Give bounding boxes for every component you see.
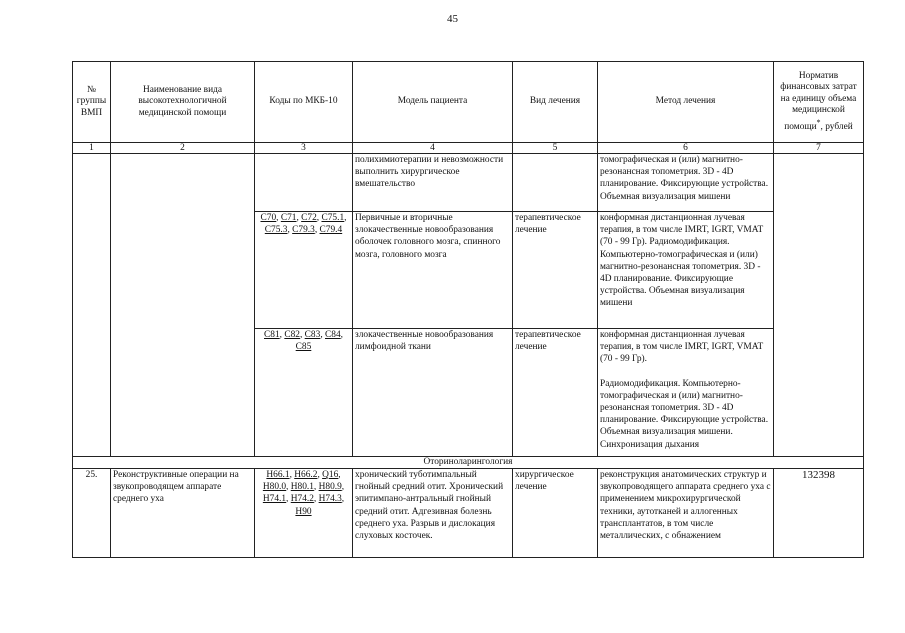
table-row <box>73 469 864 558</box>
header-row <box>73 62 864 143</box>
icd-code-link[interactable]: H66.2 <box>294 470 318 480</box>
column-number: 4 <box>353 143 513 154</box>
icd-codes-cell <box>255 154 353 212</box>
treatment-type-cell: хирургическое лечение <box>513 469 598 558</box>
patient-model-cell: хронический туботимпальный гнойный средний отит. Хронический эпитимпано-антральный гнойный средний отит. Адгезивная болезнь среднего уха. Разрыв и дислокация слуховых косточек. <box>353 469 513 558</box>
vmp-table <box>72 61 864 558</box>
header-patient-model: Модель пациента <box>353 62 513 143</box>
patient-model-cell: полихимиотерапии и невозможности выполнить хирургическое вмешательство <box>353 154 513 212</box>
care-type-cell: Реконструктивные операции на звукопроводящем аппарате среднего уха <box>111 469 255 558</box>
section-title: Оториноларингология <box>73 457 864 469</box>
icd-code-link[interactable]: H66.1 <box>266 470 290 480</box>
icd-code-link[interactable]: H74.3 <box>318 494 342 505</box>
page-number: 45 <box>447 13 458 25</box>
icd-code-link[interactable]: C75.1 <box>321 213 345 223</box>
column-number-row <box>73 143 864 154</box>
column-number: 5 <box>513 143 598 154</box>
header-cost-standard-suffix: , рублей <box>820 121 853 132</box>
icd-codes-cell: C81, C82, C83, C84, C85 <box>255 329 353 457</box>
icd-code-link[interactable]: C71 <box>280 213 297 223</box>
cost-value: 132398 <box>774 469 864 558</box>
header-icd-codes: Коды по МКБ-10 <box>255 62 353 143</box>
icd-code-link[interactable]: C75.3 <box>264 225 288 236</box>
header-cost-standard-main: Норматив финансовых затрат на единицу объема медицинской помощи <box>780 70 857 132</box>
icd-code-link[interactable]: C85 <box>295 342 312 353</box>
column-number: 3 <box>255 143 353 154</box>
header-cost-standard <box>774 62 864 143</box>
icd-codes-cell: C70, C71, C72, C75.1, C75.3, C79.3, C79.4 <box>255 212 353 329</box>
treatment-method-paragraph: Радиомодификация. Компьютерно-томографическая и (или) магнитно-резонансная топометрия. 3D - 4D планирование. Фиксирующие устройства. Объемная визуализация мишени. Синхронизация дыхания <box>600 378 769 450</box>
icd-code-link[interactable]: H80.9 <box>318 482 342 493</box>
patient-model-cell: Первичные и вторичные злокачественные новообразования оболочек головного мозга, спинного мозга, головного мозга <box>353 212 513 329</box>
icd-code-link[interactable]: C72 <box>301 213 317 223</box>
icd-code-link[interactable]: H74.2 <box>290 494 314 505</box>
patient-model-cell: злокачественные новообразования лимфоидной ткани <box>353 329 513 457</box>
treatment-type-cell <box>513 154 598 212</box>
treatment-method-cell: реконструкция анатомических структур и звукопроводящего аппарата среднего уха с применением микрохирургической техники, аутотканей и аллогенных трансплантатов, в том числе металлических, с обнажением <box>598 469 774 558</box>
icd-code-link[interactable]: H90 <box>295 506 312 517</box>
icd-code-link[interactable]: C81 <box>264 330 280 340</box>
icd-code-link[interactable]: C70 <box>260 213 277 223</box>
icd-code-link[interactable]: C79.4 <box>319 225 343 236</box>
header-care-type: Наименование вида высокотехнологичной медицинской помощи <box>111 62 255 143</box>
header-treatment-method: Метод лечения <box>598 62 774 143</box>
section-row <box>73 457 864 469</box>
treatment-method-paragraph: конформная дистанционная лучевая терапия, в том числе IMRT, IGRT, VMAT (70 - 99 Гр). <box>600 330 764 365</box>
treatment-method-cell: томографическая и (или) магнитно-резонансная топометрия. 3D - 4D планирование. Фиксирующие устройства. Объемная визуализация мишени <box>598 154 774 212</box>
icd-code-link[interactable]: C83 <box>304 330 321 340</box>
header-cost-footnote-mark: * <box>816 117 821 127</box>
icd-code-link[interactable]: C82 <box>284 330 300 340</box>
table-row <box>73 154 864 212</box>
icd-code-link[interactable]: C79.3 <box>292 225 315 236</box>
column-number: 7 <box>774 143 864 154</box>
column-number: 6 <box>598 143 774 154</box>
icd-code-link[interactable]: H80.0 <box>262 482 287 493</box>
icd-code-link[interactable]: C84 <box>325 330 341 340</box>
icd-code-link[interactable]: H74.1 <box>262 494 287 505</box>
group-number-cell <box>73 154 111 457</box>
cost-cell <box>774 154 864 457</box>
icd-code-link[interactable]: H80.1 <box>290 482 314 493</box>
header-group-number: № группы ВМП <box>73 62 111 143</box>
header-treatment-type: Вид лечения <box>513 62 598 143</box>
column-number: 2 <box>111 143 255 154</box>
icd-code-link[interactable]: Q16 <box>322 470 339 480</box>
care-type-cell <box>111 154 255 457</box>
treatment-method-cell <box>598 329 774 457</box>
treatment-type-cell: терапевтическое лечение <box>513 329 598 457</box>
treatment-type-cell: терапевтическое лечение <box>513 212 598 329</box>
column-number: 1 <box>73 143 111 154</box>
icd-codes-cell: H66.1, H66.2, Q16, H80.0, H80.1, H80.9, H74.1, H74.2, H74.3, H90 <box>255 469 353 558</box>
group-number-cell: 25. <box>73 469 111 558</box>
treatment-method-cell: конформная дистанционная лучевая терапия, в том числе IMRT, IGRT, VMAT (70 - 99 Гр). Радиомодификация. Компьютерно-томографическая и (или) магнитно-резонансная топометрия. 3D - 4D планирование. Фиксирующие устройства. Объемная визуализация мишени <box>598 212 774 329</box>
